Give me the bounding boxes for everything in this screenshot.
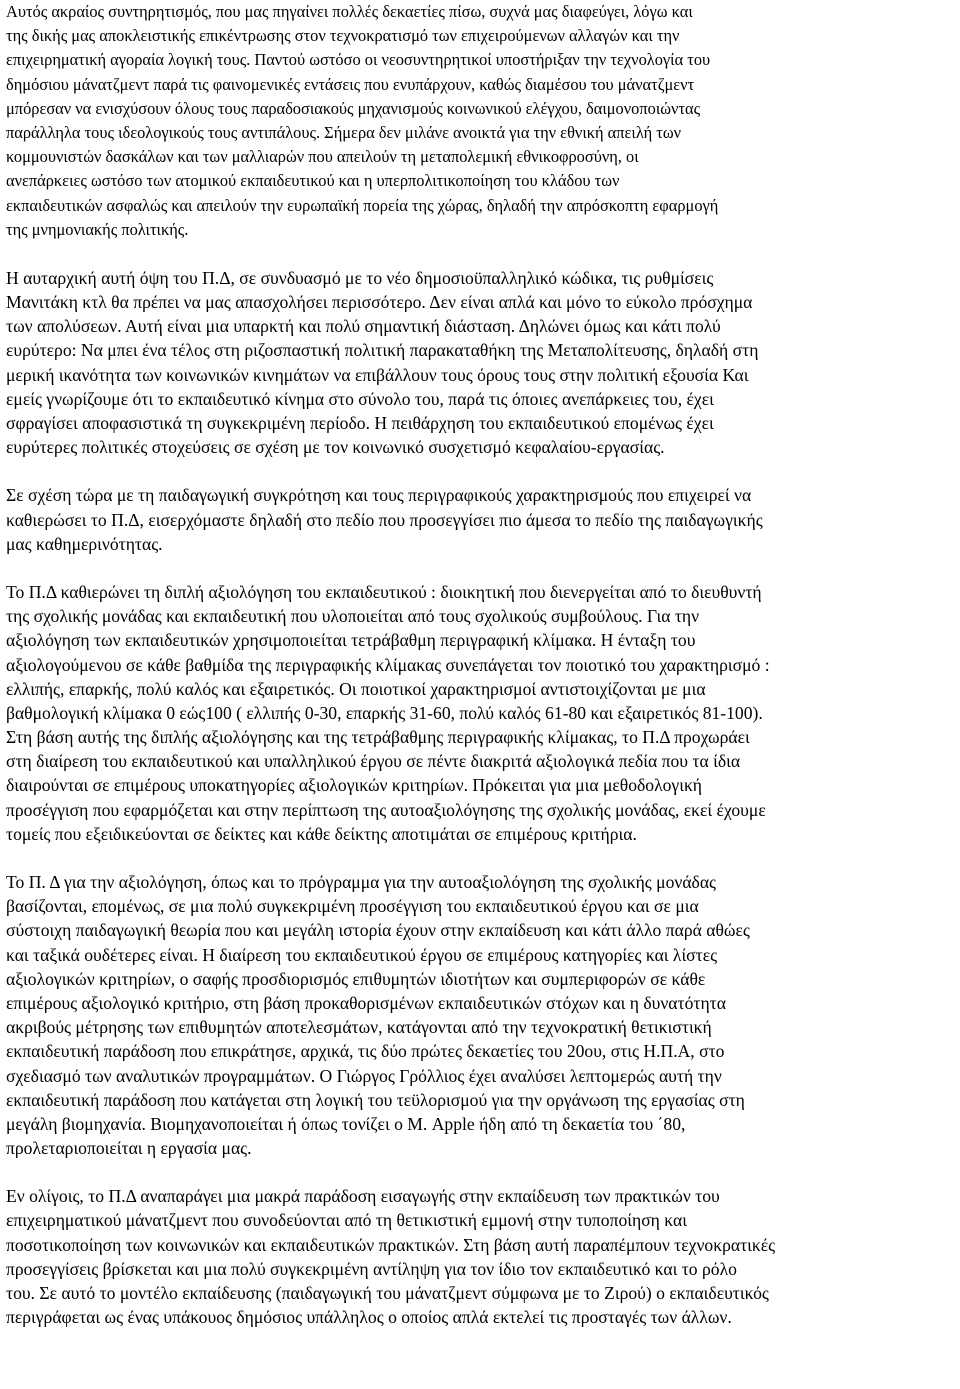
text-line: βασίζονται, επομένως, σε μια πολύ συγκεκριμένη προσέγγιση του εκπαιδευτικού έργου και σε μια [6,896,699,917]
text-line: Εν ολίγοις, το Π.Δ αναπαράγει μια μακρά παράδοση εισαγωγής στην εκπαίδευση των πρακτικών του [6,1186,720,1207]
text-line: ποσοτικοποίηση των κοινωνικών και εκπαιδευτικών πρακτικών. Στη βάση αυτή παραπέμπουν τεχνοκρατικές [6,1234,776,1255]
text-line: του. Σε αυτό το μοντέλο εκπαίδευσης (παιδαγωγική του μάνατζμεντ σύμφωνα με το Ζιρού) ο εκπαιδευτικός [6,1283,769,1303]
text-line: της σχολικής μονάδας και εκπαιδευτική που υλοποιείται από τους σχολικούς συμβούλους. Για την [6,606,700,627]
paragraph-3 [6,483,956,556]
text-line: καθιερώσει το Π.Δ, εισερχόμαστε δηλαδή στο πεδίο που προσεγγίσει πιο άμεσα το πεδίο της παιδαγωγικής [6,509,763,530]
paragraph-gap [6,556,956,580]
text-line: περιγράφεται ως ένας υπάκουος δημόσιος υπάλληλος ο οποίος απλά εκτελεί τις προσταγές των άλλων. [6,1307,732,1328]
text-line: σχεδιασμό των αναλυτικών προγραμμάτων. Ο Γιώργος Γρόλλιος έχει αναλύσει λεπτομερώς αυτή την [6,1065,722,1086]
text-line: σύστοιχη παιδαγωγική θεωρία που και μεγάλη ιστορία έχουν στην εκπαίδευση και κάτι άλλο παρά αθώες [6,920,750,941]
paragraph-1 [6,0,956,242]
text-line: τομείς που εξειδικεύονται σε δείκτες και κάθε δείκτης αποτιμάται σε επιμέρους κριτήρια. [6,823,637,844]
paragraph-gap [6,846,956,870]
text-line: αξιολογικών κριτηρίων, ο σαφής προσδιορισμός επιθυμητών ιδιοτήτων και συμπεριφορών σε κάθε [6,968,706,989]
text-line: διαιρούνται σε επιμέρους υποκατηγορίες αξιολογικών κριτηρίων. Πρόκειται για μια μεθοδολογική [6,775,703,796]
text-line: επιχειρηματικού μάνατζμεντ που συνοδεύονται από τη θετικιστική εμμονή στην τυποποίηση και [6,1210,687,1231]
text-line: της μνημονιακής πολιτικής. [6,219,189,239]
text-line: Το Π. Δ για την αξιολόγηση, όπως και το πρόγραμμα για την αυτοαξιολόγηση της σχολικής μονάδας [6,872,717,892]
text-line: ακριβούς μέτρησης των επιθυμητών αποτελεσμάτων, κατάγονται από την τεχνοκρατική θετικιστική [6,1017,712,1038]
text-line: προσεγγίσεις βρίσκεται και μια πολύ συγκεκριμένη αντίληψη για τον ίδιο τον εκπαιδευτικό και το ρόλο [6,1258,737,1279]
text-line: Η αυταρχική αυτή όψη του Π.Δ, σε συνδυασμό με το νέο δημοσιοϋπαλληλικό κώδικα, τις ρυθμίσεις [6,267,714,288]
text-line: ανεπάρκειες ωστόσο των ατομικού εκπαιδευτικού και η υπερπολιτικοποίηση του κλάδου των [6,171,620,191]
text-line: της δικής μας αποκλειστικής επικέντρωσης στον τεχνοκρατισμό των επιχειρούμενων αλλαγών και την [6,26,680,46]
text-line: επιχειρηματική αγοραία λογική τους. Παντού ωστόσο οι νεοσυντηρητικοί υποστήριξαν την τεχνολογία του [6,50,711,70]
text-line: παράλληλα τους ιδεολογικούς τους αντιπάλους. Σήμερα δεν μιλάνε ανοικτά για την εθνική απειλή των [6,122,682,142]
text-line: Μανιτάκη κτλ θα πρέπει να μας απασχολήσει περισσότερο. Δεν είναι απλά και μόνο το εύκολο πρόσχημα [6,292,753,313]
document-page [6,0,956,1329]
paragraph-gap [6,242,956,266]
text-line: μπόρεσαν να ενισχύσουν όλους τους παραδοσιακούς μηχανισμούς κοινωνικού ελέγχου, δαιμονοποιώντας [6,98,701,118]
text-line: ευρύτερο: Να μπει ένα τέλος στη ριζοσπαστική πολιτική παρακαταθήκη της Μεταπολίτευσης, δηλαδή στη [6,340,759,361]
text-line: εκπαιδευτική παράδοση που επικράτησε, αρχικά, τις δύο πρώτες δεκαετίες του 20ου, στις Η.Π.Α, στο [6,1041,725,1062]
text-line: προλεταριοποιείται η εργασία μας. [6,1138,252,1159]
text-line: επιμέρους αξιολογικό κριτήριο, στη βάση προκαθορισμένων εκπαιδευτικών στόχων και η δυνατότητα [6,992,726,1013]
text-line: μεγάλη βιομηχανία. Βιομηχανοποιείται ή όπως τονίζει ο Μ. Apple ήδη από τη δεκαετία του ΄80, [6,1113,686,1134]
text-line: εκπαιδευτική παράδοση που κατάγεται στη λογική του τεϋλορισμού για την οργάνωση της εργασίας στη [6,1089,745,1110]
text-line: εμείς γνωρίζουμε ότι το εκπαιδευτικό κίνημα στο σύνολο του, παρά τις όποιες ανεπάρκειες του, έχει [6,388,714,409]
paragraph-4 [6,580,956,846]
text-line: των απολύσεων. Αυτή είναι μια υπαρκτή και πολύ σημαντική διάσταση. Δηλώνει όμως και κάτι πολύ [6,316,721,337]
text-line: ελλιπής, επαρκής, πολύ καλός και εξαιρετικός. Οι ποιοτικοί χαρακτηρισμοί αντιστοιχίζονται με μια [6,678,706,699]
text-line: και ταξικά ουδέτερες είναι. Η διαίρεση του εκπαιδευτικού έργου σε επιμέρους κατηγορίες και λίστες [6,944,718,965]
text-line: Στη βάση αυτής της διπλής αξιολόγησης και της τετράβαθμης περιγραφικής κλίμακας, το Π.Δ προχωράει [6,727,750,748]
text-line: δημόσιου μάνατζμεντ παρά τις φαινομενικές εντάσεις που ενυπάρχουν, καθώς διαμέσου του μάνατζμεντ [6,74,695,94]
text-line: μερική ικανότητα των κοινωνικών κινημάτων να επιβάλλουν τους όρους τους στην πολιτική εξουσία Και [6,364,749,385]
paragraph-6 [6,1184,956,1329]
text-line: βαθμολογική κλίμακα 0 εώς100 ( ελλιπής 0-30, επαρκής 31-60, πολύ καλός 61-80 και εξαιρετικός 81-100). [6,702,763,723]
paragraph-gap [6,1160,956,1184]
text-line: στη διαίρεση του εκπαιδευτικού και υπαλληλικού έργου σε πέντε διακριτά αξιολογικά πεδία που τα ίδια [6,751,741,772]
text-line: εκπαιδευτικών ασφαλώς και απειλούν την ευρωπαϊκή πορεία της χώρας, δηλαδή την απρόσκοπτη εφαρμογή [6,195,719,215]
paragraph-2 [6,266,956,460]
text-line: Σε σχέση τώρα με τη παιδαγωγική συγκρότηση και τους περιγραφικούς χαρακτηρισμούς που επιχειρεί να [6,485,752,506]
text-line: Το Π.Δ καθιερώνει τη διπλή αξιολόγηση του εκπαιδευτικού : διοικητική που διενεργείται από το διευθυντή [6,581,762,602]
text-line: μας καθημερινότητας. [6,533,163,554]
text-line: σφραγίσει αποφασιστικά τη συγκεκριμένη περίοδο. Η πειθάρχηση του εκπαιδευτικού επομένως έχει [6,413,714,433]
text-line: αξιολόγηση των εκπαιδευτικών χρησιμοποιείται τετράβαθμη περιγραφική κλίμακα. Η ένταξη του [6,630,696,651]
paragraph-5 [6,870,956,1160]
paragraph-gap [6,459,956,483]
text-line: ευρύτερες πολιτικές στοχεύσεις σε σχέση με τον κοινωνικό συσχετισμό κεφαλαίου-εργασίας. [6,437,665,458]
text-line: κομμουνιστών δασκάλων και των μαλλιαρών που απειλούν τη μεταπολεμική εθνικοφροσύνη, οι [6,147,639,167]
text-line: αξιολογούμενου σε κάθε βαθμίδα της περιγραφικής κλίμακας συνεπάγεται τον ποιοτικό του χαρακτηρισμό : [6,654,770,675]
text-line: προσέγγιση που εφαρμόζεται και στην περίπτωση της αυτοαξιολόγησης της σχολικής μονάδας, εκεί έχουμε [6,799,766,820]
text-line: Αυτός ακραίος συντηρητισμός, που μας πηγαίνει πολλές δεκαετίες πίσω, συχνά μας διαφεύγει, λόγω και [6,2,693,21]
